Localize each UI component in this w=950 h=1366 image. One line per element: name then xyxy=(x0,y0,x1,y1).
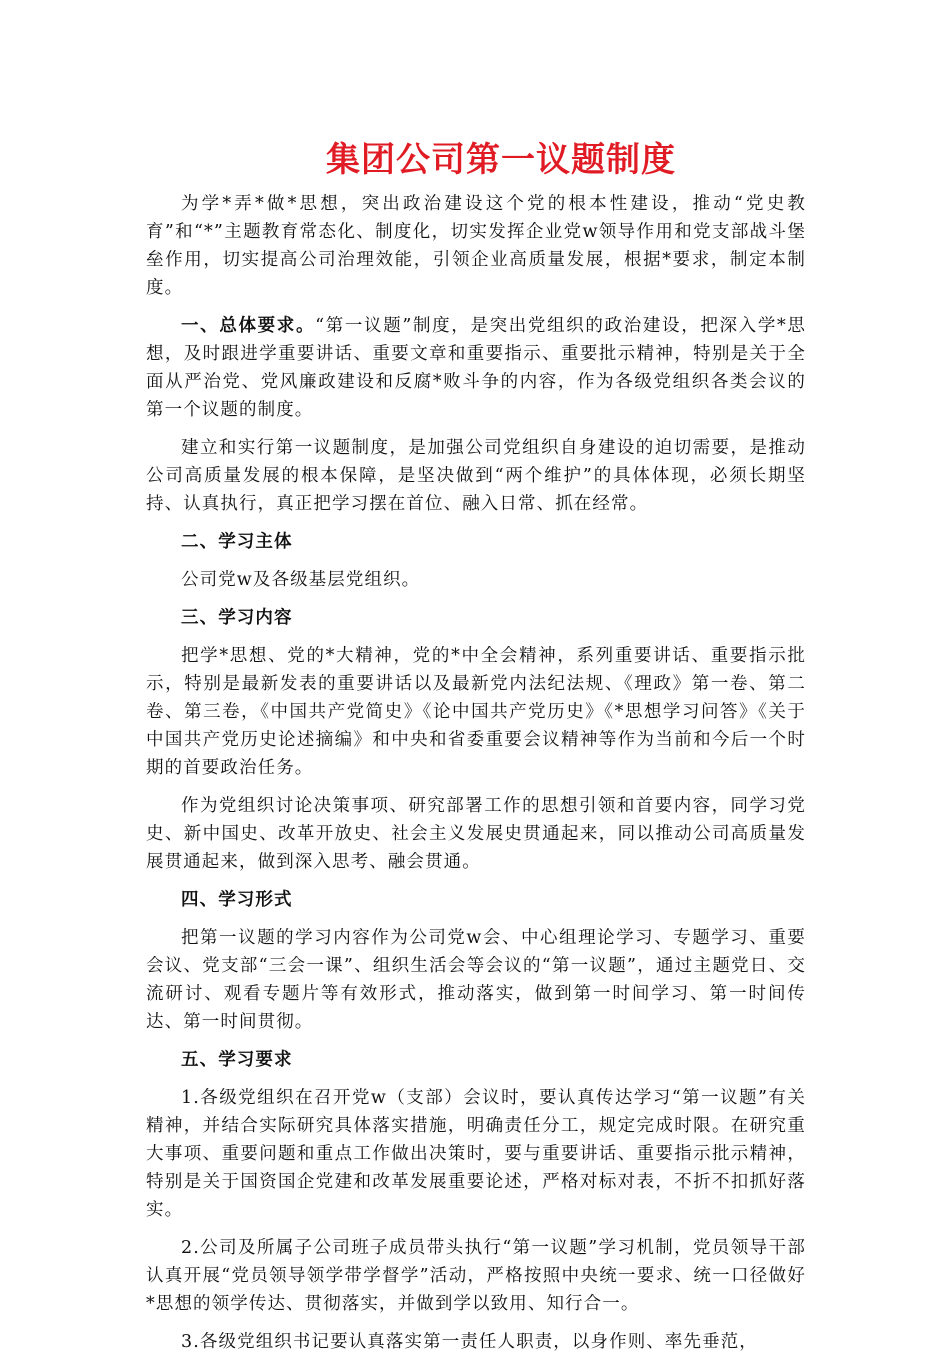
section5-item-2: 2.公司及所属子公司班子成员带头执行“第一议题”学习机制，党员领导干部认真开展“党员领导领学带学督学”活动，严格按照中央统一要求、统一口径做好*思想的领学传达、贯彻落实，并做到学以致用、知行合一。 xyxy=(146,1238,806,1314)
section2-heading: 二、学习主体 xyxy=(181,532,293,552)
section3-paragraph-2: 作为党组织讨论决策事项、研究部署工作的思想引领和首要内容，同学习党史、新中国史、改革开放史、社会主义发展史贯通起来，同以推动公司高质量发展贯通起来，做到深入思考、融会贯通。 xyxy=(146,796,806,872)
section4-paragraph: 把第一议题的学习内容作为公司党w会、中心组理论学习、专题学习、重要会议、党支部“三会一课”、组织生活会等会议的“第一议题”，通过主题党日、交流研讨、观看专题片等有效形式，推动落实，做到第一时间学习、第一时间传达、第一时间贯彻。 xyxy=(146,928,806,1032)
section5-item-1: 1.各级党组织在召开党w（支部）会议时，要认真传达学习“第一议题”有关精神，并结合实际研究具体落实措施，明确责任分工，规定完成时限。在研究重大事项、重要问题和重点工作做出决策时，要与重要讲话、重要指示批示精神，特别是关于国资国企党建和改革发展重要论述，严格对标对表，不折不扣抓好落实。 xyxy=(146,1088,806,1220)
document-body xyxy=(146,190,806,1366)
section1-paragraph-2: 建立和实行第一议题制度，是加强公司党组织自身建设的迫切需要，是推动公司高质量发展的根本保障，是坚决做到“两个维护”的具体体现，必须长期坚持、认真执行，真正把学习摆在首位、融入日常、抓在经常。 xyxy=(146,438,806,514)
section3-heading: 三、学习内容 xyxy=(181,608,293,628)
document-title: 集团公司第一议题制度 xyxy=(326,140,676,180)
section3-paragraph-1: 把学*思想、党的*大精神，党的*中全会精神，系列重要讲话、重要指示批示，特别是最新发表的重要讲话以及最新党内法纪法规、《理政》第一卷、第二卷、第三卷，《中国共产党简史》《论中国共产党历史》《*思想学习问答》《关于中国共产党历史论述摘编》和中央和省委重要会议精神等作为当前和今后一个时期的首要政治任务。 xyxy=(146,646,806,778)
section5-heading: 五、学习要求 xyxy=(181,1050,293,1070)
section4-heading: 四、学习形式 xyxy=(181,890,293,910)
section1-text: “第一议题”制度，是突出党组织的政治建设，把深入学*思想，及时跟进学重要讲话、重要文章和重要指示、重要批示精神，特别是关于全面从严治党、党风廉政建设和反腐*败斗争的内容，作为各级党组织各类会议的第一个议题的制度。 xyxy=(146,316,807,420)
intro-paragraph: 为学*弄*做*思想，突出政治建设这个党的根本性建设，推动“党史教育”和“*”主题教育常态化、制度化，切实发挥企业党w领导作用和党支部战斗堡垒作用，切实提高公司治理效能，引领企业高质量发展，根据*要求，制定本制度。 xyxy=(146,194,806,298)
section2-paragraph: 公司党w及各级基层党组织。 xyxy=(181,570,421,590)
section1-heading: 一、总体要求。 xyxy=(181,316,316,336)
section1-paragraph xyxy=(146,312,806,424)
section5-item-3: 3.各级党组织书记要认真落实第一责任人职责，以身作则、率先垂范， xyxy=(181,1332,758,1352)
